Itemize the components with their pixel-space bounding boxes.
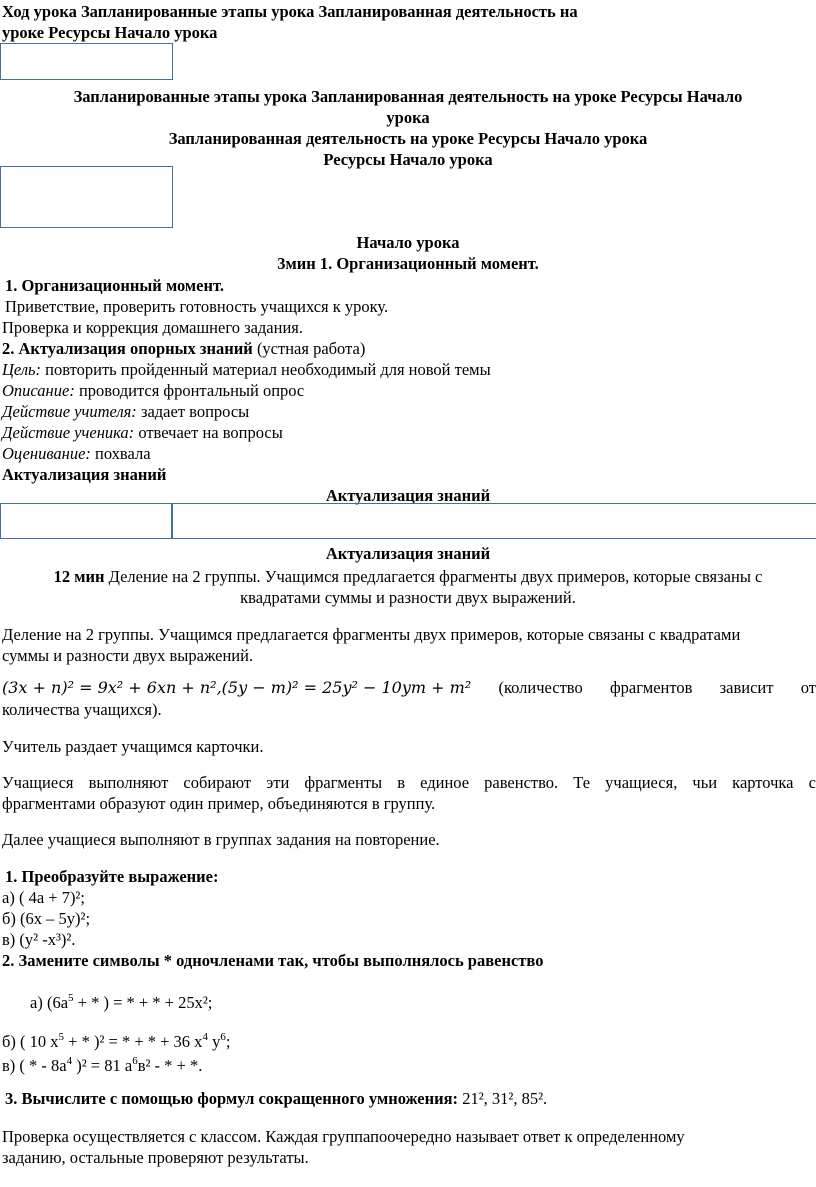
task-1-item-c: в) (у² -х³)². [2,930,76,949]
assemble-word: эти [266,773,290,792]
assemble-word: карточка [732,773,794,792]
actualization-line-a: Актуализация знаний [2,465,167,484]
task-3: 3. Вычислите с помощью формул сокращенного умножения: 21², 31², 85². [5,1089,548,1108]
empty-cell-1 [0,43,173,80]
plan-heading-4: Ресурсы Начало урока [323,150,493,169]
assemble-word: с [808,773,816,792]
assemble-word: чьи [692,773,718,792]
assemble-word: Учащиеся [2,773,74,792]
assemble-word: единое [420,773,470,792]
task-2-title: 2. Замените символы * одночленами так, чтобы выполнялось равенство [2,951,544,970]
task-1-item-b: б) (6х – 5у)²; [2,909,91,928]
formula-word: от [800,678,816,697]
assemble-word: фрагменты [304,773,383,792]
formula: (3x + n)² = 9x² + 6xn + n²,(5y − m)² = 25y² − 10ym + m² [2,678,472,697]
formula-word: фрагментов [609,678,693,697]
assemble-word: равенство. [484,773,559,792]
table-cell-left [0,503,173,539]
actualization-heading: 2. Актуализация опорных знаний (устная работа) [2,339,366,358]
org-greeting: Приветствие, проверить готовность учащихся к уроку. [5,297,389,316]
assessment-row: Оценивание: похвала [2,444,151,463]
header-line-1: Ход урока Запланированные этапы урока Запланированная деятельность на [2,2,578,21]
start-subtitle: 3мин 1. Организационный момент. [277,254,539,273]
cards-text: Учитель раздает учащимся карточки. [2,737,264,756]
org-homework: Проверка и коррекция домашнего задания. [2,318,304,337]
task-1-title: 1. Преобразуйте выражение: [5,867,219,886]
plan-heading-1: Запланированные этапы урока Запланированная деятельность на уроке Ресурсы Начало [73,87,743,106]
assemble-word: выполняют [88,773,169,792]
goal-row: Цель: повторить пройденный материал необходимый для новой темы [2,360,491,379]
groups-center-line-2: квадратами суммы и разности двух выражений. [240,588,576,607]
actualization-title: Актуализация знаний [325,544,491,563]
student-action-row: Действие ученика: отвечает на вопросы [2,423,283,442]
formula-line [2,677,816,698]
description-row: Описание: проводится фронтальный опрос [2,381,305,400]
groups-para-line-2: суммы и разности двух выражений. [2,646,254,665]
table-cell-right [171,503,816,539]
task-2-item-c: в) ( * - $8а^4$ )² = 81 $а^6в^2$ - * + *. [2,1055,203,1075]
assemble-word: в [397,773,406,792]
footer-line-1: Проверка осуществляется с классом. Каждая группапоочередно называет ответ к определенному [2,1127,685,1146]
assemble-line-1 [2,772,816,793]
start-title: Начало урока [356,233,460,252]
assemble-line-2: фрагментами образуют один пример, объединяются в группу. [2,794,436,813]
assemble-word: Те [573,773,591,792]
empty-cell-2 [0,166,173,228]
groups-para-line-1: Деление на 2 группы. Учащимся предлагается фрагменты двух примеров, которые связаны с квадратами [2,625,741,644]
actualization-line-b: Актуализация знаний [325,486,491,505]
further-text: Далее учащиеся выполняют в группах задания на повторение. [2,830,440,849]
task-2-item-a: а) ($6а^5$ + * ) = * + * + 25х²; [30,992,213,1012]
plan-heading-3: Запланированная деятельность на уроке Ресурсы Начало урока [168,129,648,148]
formula-line-2: количества учащихся). [2,700,162,719]
teacher-action-row: Действие учителя: задает вопросы [2,402,250,421]
formula-word: (количество [498,678,583,697]
org-heading: 1. Организационный момент. [5,276,224,295]
plan-heading-2: урока [386,108,430,127]
task-2-item-b: б) ( 10 $х^5$ + * )² = * + * + 36 $х^4$ $у^6$; [2,1031,231,1051]
groups-center-line-1: 12 мин Деление на 2 группы. Учащимся предлагается фрагменты двух примеров, которые связаны с [53,567,763,586]
task-1-item-a: а) ( 4а + 7)²; [2,888,85,907]
assemble-word: учащиеся, [605,773,678,792]
footer-line-2: заданию, остальные проверяют результаты. [2,1148,309,1167]
formula-word: зависит [719,678,774,697]
assemble-word: собирают [183,773,252,792]
header-line-2: уроке Ресурсы Начало урока [2,23,218,42]
